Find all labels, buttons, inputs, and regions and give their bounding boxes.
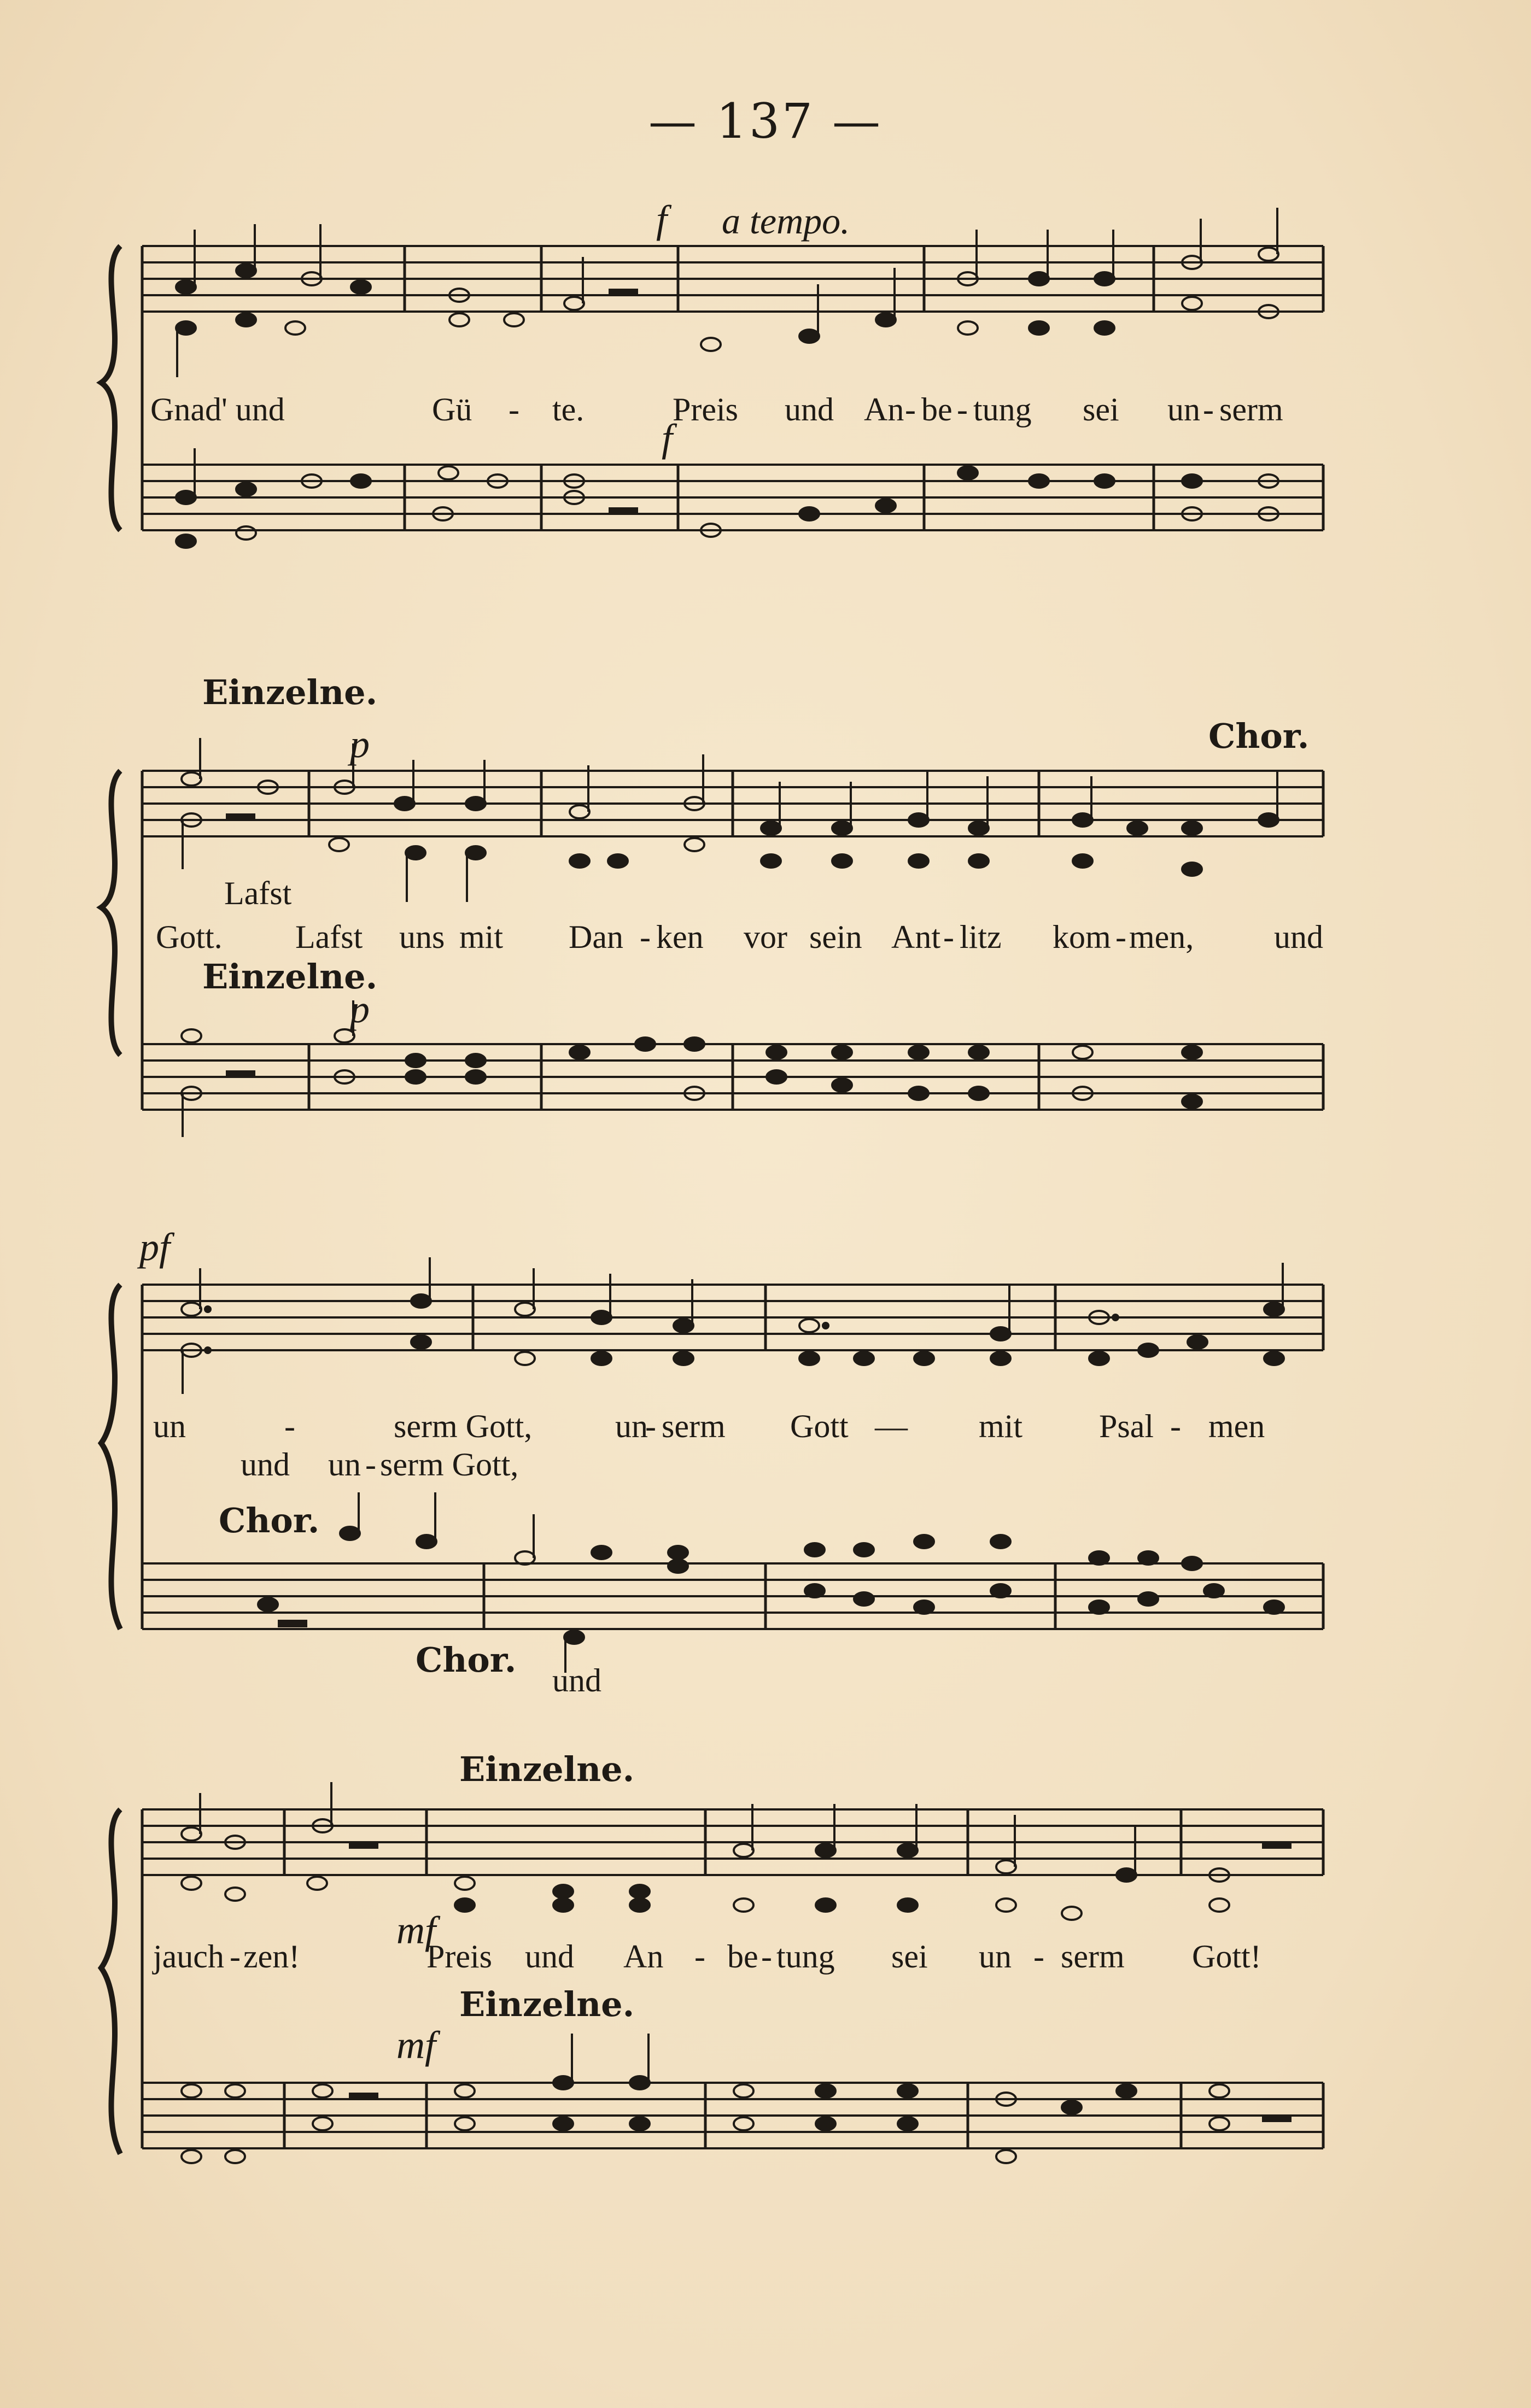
lyric-syllable: mit (459, 919, 504, 955)
music-system-1 (98, 197, 1433, 612)
lyric-syllable: tung (973, 391, 1032, 427)
label-chor: Chor. (219, 1501, 320, 1540)
lyric-syllable: Gü (432, 391, 472, 427)
lyric-syllable-alt: und (241, 1446, 290, 1483)
lyric-syllable: - (761, 1938, 772, 1975)
lyric-syllable: uns (399, 919, 445, 955)
lyric-syllable: - (1170, 1408, 1181, 1444)
lyric-syllable: An (623, 1938, 664, 1975)
staff-lower (142, 465, 1323, 530)
dynamic-piano: p (350, 722, 370, 766)
lyric-syllable: un (615, 1408, 648, 1444)
lyric-syllable: un (1167, 391, 1200, 427)
lyric-syllable-alt: serm Gott, (380, 1446, 519, 1483)
score-system-2 (98, 672, 1433, 1153)
music-system-3 (98, 1224, 1433, 1716)
label-einzelne: Einzelne. (459, 1749, 635, 1789)
dynamic-mezzo-forte: mf (396, 1908, 436, 1952)
lyric-syllable: Gott! (1192, 1938, 1261, 1975)
notes-upper (176, 208, 1278, 377)
lyric-syllable: Gott. (156, 919, 223, 955)
lyric-syllable: ken (656, 919, 704, 955)
lyric-syllable: be (921, 391, 953, 427)
lyric-syllable: An (864, 391, 904, 427)
lyric-syllable: mit (979, 1408, 1023, 1444)
lyric-syllable: Ant (891, 919, 940, 955)
lyric-syllable: kom (1053, 919, 1111, 955)
lyric-syllable: un (979, 1938, 1012, 1975)
score-system-4 (98, 1749, 1433, 2230)
lyric-syllable: serm (662, 1408, 726, 1444)
lyric-syllable: - (1115, 919, 1126, 955)
lyric-syllable: und (1274, 919, 1323, 955)
lyric-syllable: - (230, 1938, 241, 1975)
lyric-syllable: - (694, 1938, 705, 1975)
notes-lower (258, 1492, 1284, 1673)
lyric-syllable-alt: un (328, 1446, 361, 1483)
lyric-syllable: sei (1083, 391, 1119, 427)
lyric-syllable: sei (891, 1938, 928, 1975)
lyric-syllable: Dan (569, 919, 623, 955)
music-system-4 (98, 1749, 1433, 2230)
notes-upper (182, 1782, 1290, 1920)
lyric-syllable: und (525, 1938, 574, 1975)
lyric-syllable: be (727, 1938, 758, 1975)
lyric-syllable: - (1203, 391, 1214, 427)
dynamic-forte: f (656, 197, 668, 241)
dynamic-forte-lower: f (662, 416, 673, 460)
lyric-syllable: jauch (153, 1938, 224, 1975)
dynamic-mezzo-forte-lower: mf (396, 2023, 436, 2067)
tempo-marking: a tempo. (722, 200, 850, 242)
dynamic-poco-forte: pf (139, 1225, 171, 1269)
lyric-syllable: zen! (243, 1938, 300, 1975)
lyric-syllable: - (957, 391, 968, 427)
lyric-syllable: Psal (1099, 1408, 1154, 1444)
page-number: — 137 — (648, 93, 883, 149)
lyric-syllable: un (153, 1408, 186, 1444)
lyric-syllable: sein (809, 919, 862, 955)
lyric-syllable: — (875, 1408, 908, 1444)
music-system-2 (98, 672, 1433, 1153)
lyric-syllable-lower: und (552, 1662, 601, 1698)
staff-upper (142, 1285, 1323, 1350)
label-einzelne-lower: Einzelne. (202, 957, 378, 997)
lyric-syllable-alt: Lafst (224, 875, 292, 911)
lyric-syllable: men, (1129, 919, 1194, 955)
lyric-syllable: Gott (790, 1408, 849, 1444)
label-einzelne: Einzelne. (202, 672, 378, 712)
lyric-syllable: serm Gott, (394, 1408, 533, 1444)
lyric-syllable: Lafst (295, 919, 363, 955)
lyric-syllable: men (1208, 1408, 1265, 1444)
lyric-syllable: - (284, 1408, 295, 1444)
lyric-syllable: tung (776, 1938, 835, 1975)
lyric-syllable: serm (1061, 1938, 1125, 1975)
lyric-syllable: - (509, 391, 519, 427)
lyric-syllable: - (943, 919, 954, 955)
label-chor: Chor. (416, 1640, 517, 1680)
lyric-syllable-alt: - (365, 1446, 376, 1483)
lyric-syllable: - (645, 1408, 656, 1444)
notes-upper (182, 1257, 1284, 1394)
lyric-syllable: vor (744, 919, 787, 955)
lyric-syllable: - (905, 391, 916, 427)
score-system-3 (98, 1224, 1433, 1716)
notes-lower (182, 1000, 1202, 1137)
lyric-syllable: Preis (673, 391, 738, 427)
lyric-syllable: Preis (426, 1938, 492, 1975)
lyric-syllable: und (785, 391, 834, 427)
label-chor: Chor. (1208, 716, 1310, 756)
lyric-syllable: serm (1219, 391, 1283, 427)
lyric-syllable: litz (960, 919, 1002, 955)
label-einzelne-lower: Einzelne. (459, 1984, 635, 2024)
staff-lower (142, 2083, 1323, 2148)
dynamic-piano-lower: p (350, 987, 370, 1031)
lyric-syllable: - (1033, 1938, 1044, 1975)
lyric-syllable: Gnad' und (150, 391, 285, 427)
lyric-syllable: - (640, 919, 651, 955)
lyric-syllable: te. (552, 391, 585, 427)
